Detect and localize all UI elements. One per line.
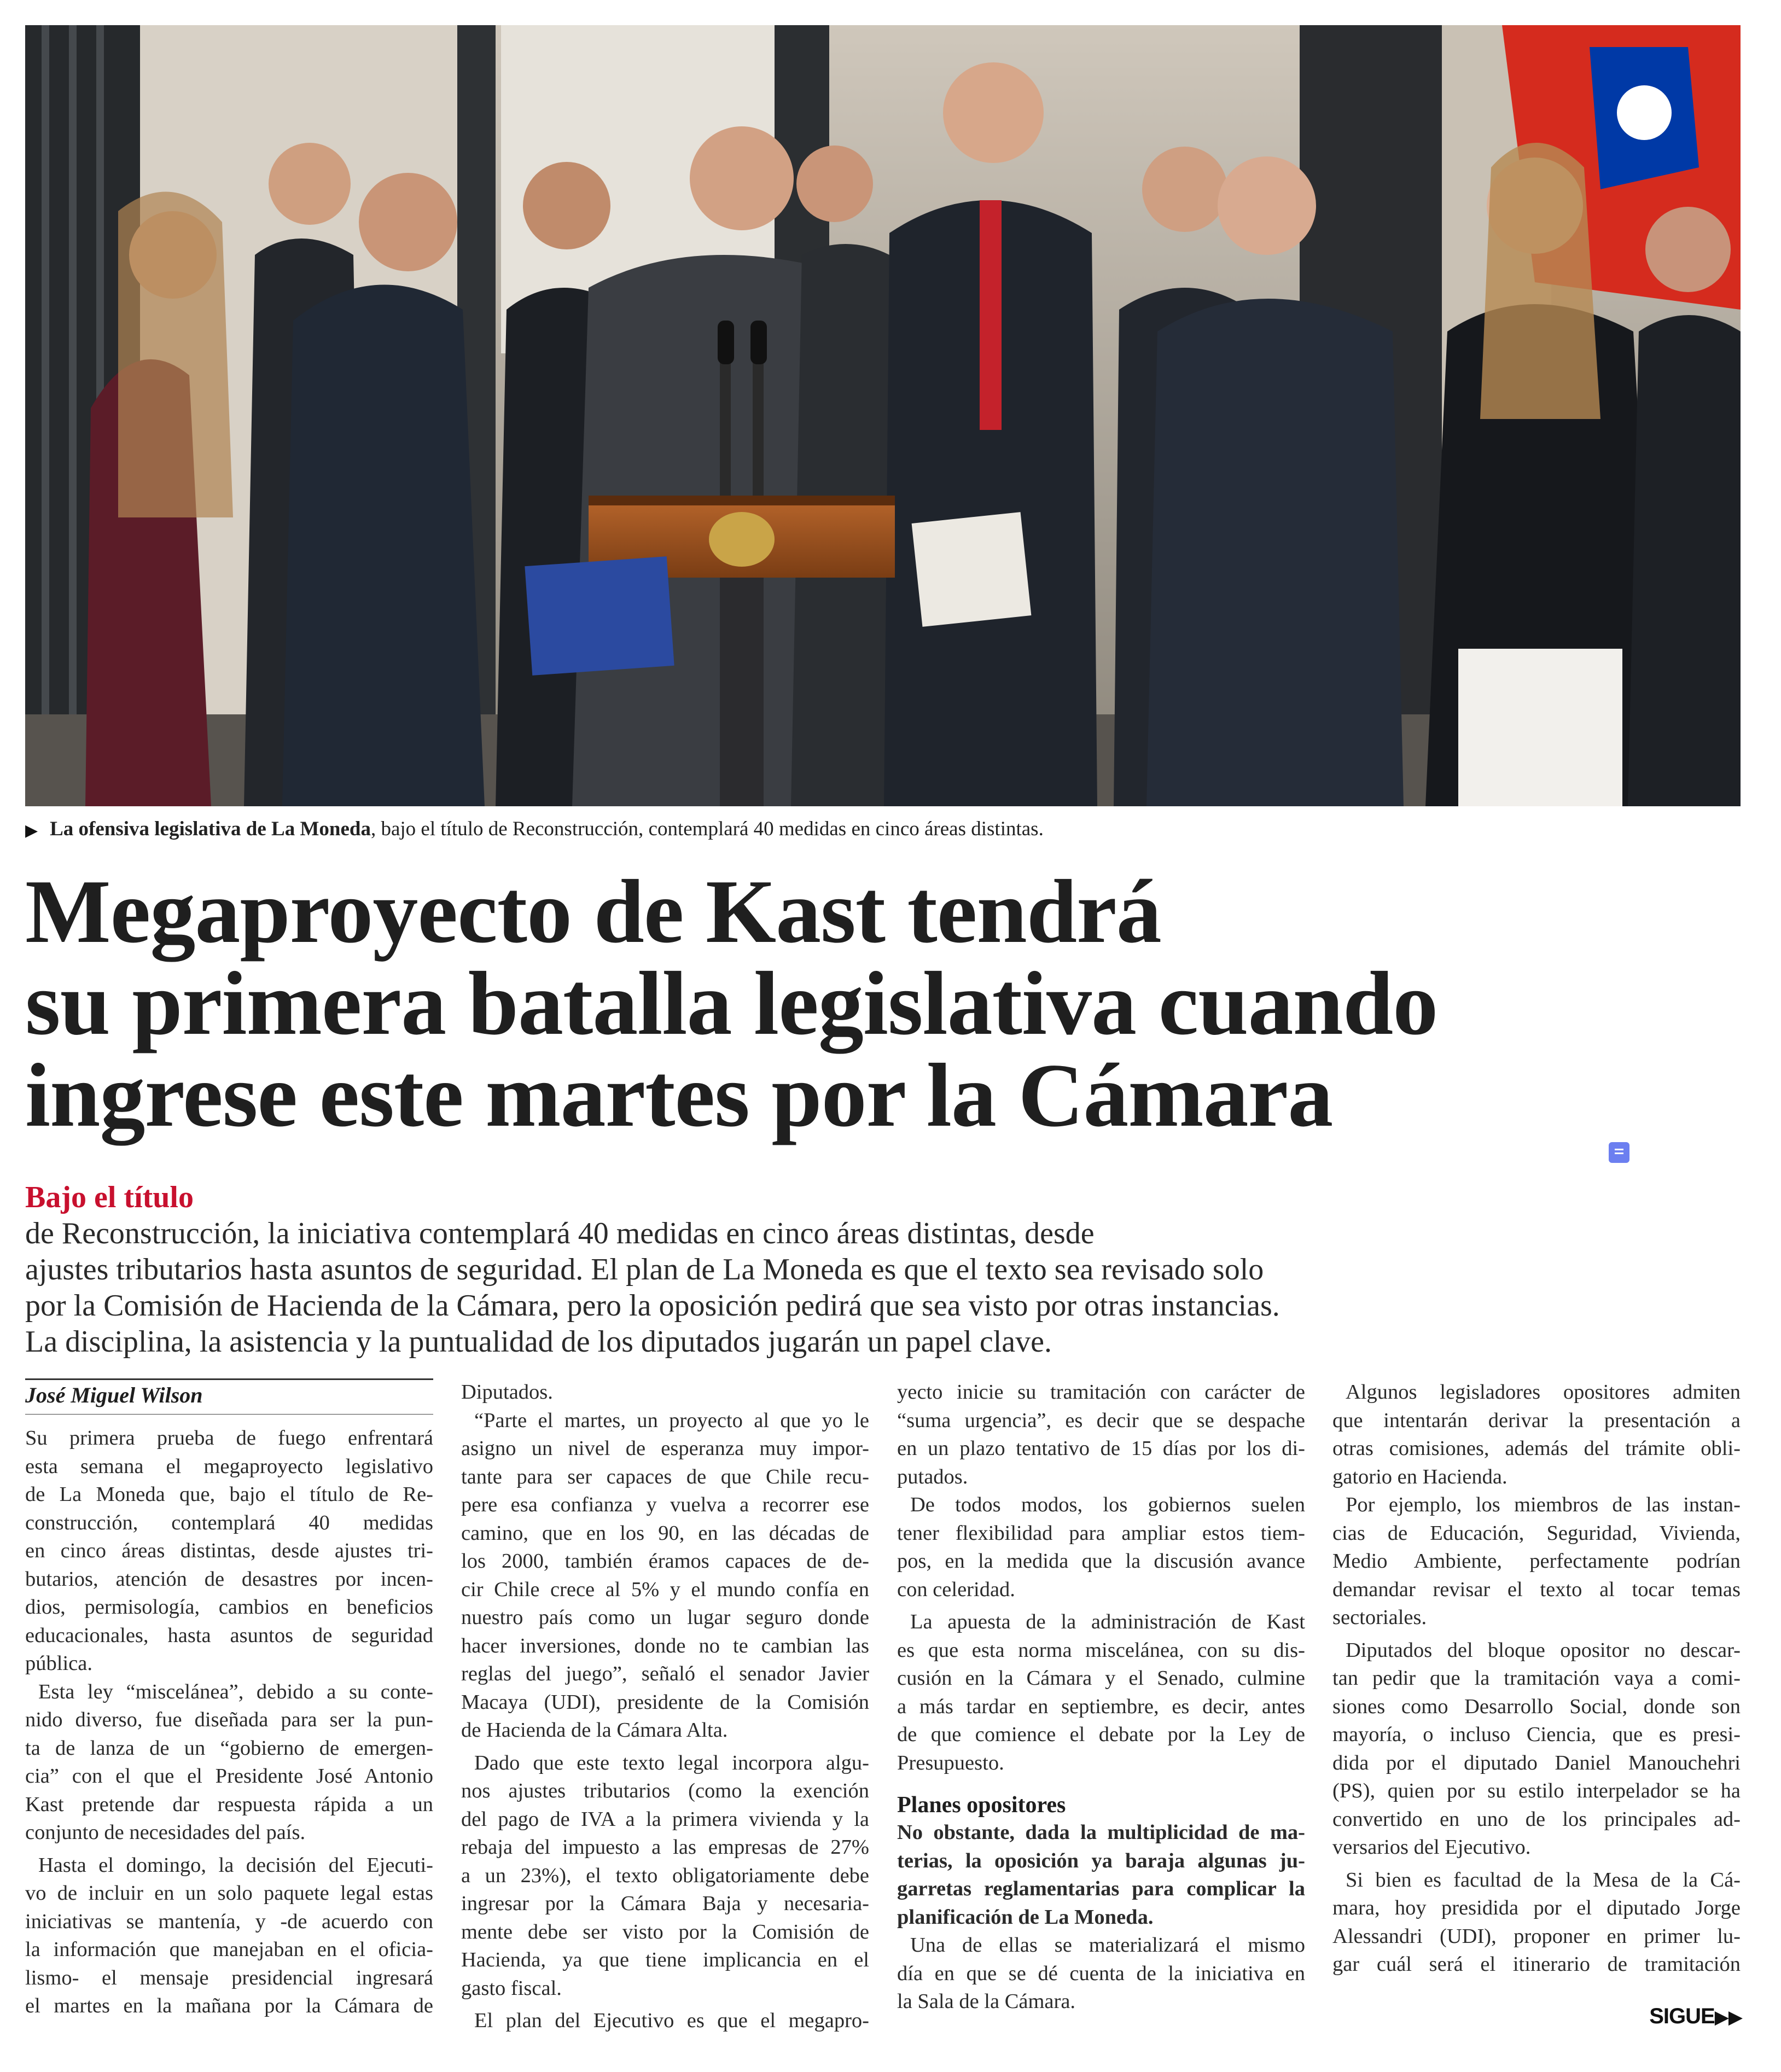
paragraph: Por ejemplo, los miembros de las instan- cias de Educación, Seguridad, Vivienda, Medio Ambiente, perfectamente podrían demandar revisar el texto al tocar temas sectoriales. (1332, 1493, 1741, 1629)
paragraph: Hasta el domingo, la decisión del Ejecuti- vo de incluir en un solo paquete legal estas iniciativas se mantenía, y -de acuerdo con la información que manejaban en el oficia- lismo- el mensaje presidencial ingresará el martes en la mañana por la Cámara de (25, 1853, 433, 2017)
lede-line: La disciplina, la asistencia y la puntualidad de los diputados jugarán un papel clave. (25, 1325, 1052, 1359)
lede-kicker: Bajo el título (25, 1180, 194, 1214)
paragraph-bold: No obstante, dada la multiplicidad de ma- terias, la oposición ya baraja algunas ju- garretas reglamentarias para complicar la planificación de La Moneda. (897, 1821, 1305, 1929)
lede-line: por la Comisión de Hacienda de la Cámara, pero la oposición pedirá que sea visto por otras instancias. (25, 1289, 1280, 1323)
paragraph: La apuesta de la administración de Kast es que esta norma miscelánea, con su dis- cusión en la Cámara y el Senado, culmine a más tardar en septiembre, es decir, antes de que comience el debate por la Ley de Presupuesto. (897, 1610, 1305, 1774)
headline-line: Megaproyecto de Kast tendrá (25, 861, 1161, 962)
paragraph: Diputados. (461, 1381, 553, 1404)
caption-bold: La ofensiva legislativa de La Moneda (50, 818, 371, 840)
press-conference-photo (25, 25, 1741, 806)
continue-marker (1633, 2001, 1742, 2032)
article-column-1 (25, 1378, 433, 2021)
paragraph: Su primera prueba de fuego enfrentará esta semana el megaproyecto legislativo de La Moneda que, bajo el título de Re- construcción, contemplará 40 medidas en cinco áreas distintas, desde ajustes tri- butarios, atención de desastres por incen- dios, permisología, cambios en beneficios educacionales, hasta asuntos de seguridad pública. (25, 1427, 433, 1675)
caption-text: , bajo el título de Reconstrucción, contemplará 40 medidas en cinco áreas distintas. (370, 818, 1044, 840)
paragraph: Una de ellas se materializará el mismo día en que se dé cuenta de la iniciativa en la Sala de la Cámara. (897, 1934, 1305, 2013)
byline: José Miguel Wilson (25, 1378, 433, 1415)
article-column-4 (1332, 1378, 1741, 1979)
headline-line: su primera batalla legislativa cuando (25, 953, 1438, 1054)
paragraph: Dado que este texto legal incorpora algu- nos ajustes tributarios (como la exención del pago de IVA a la primera vivienda y la rebaja del impuesto a las empresas de 27% a un 23%), el texto obligatoriamente debe ingresar por la Cámara Baja y necesaria- mente debe ser visto por la Comisión de Hacienda, ya que tiene implicancia en el gasto fiscal. (461, 1751, 869, 2000)
paragraph: Algunos legisladores opositores admiten que intentarán derivar la presentación a otras comisiones, además del trámite obli- gatorio en Hacienda. (1332, 1381, 1741, 1488)
news-photo (25, 25, 1741, 806)
paragraph: Diputados del bloque opositor no descar- tan pedir que la tramitación vaya a comi- siones como Desarrollo Social, donde son mayoría, o incluso Ciencia, que es presi- dida por el diputado Daniel Manouchehri (PS), quien por su estilo interpelador se ha convertido en uno de los principales ad- versarios del Ejecutivo. (1332, 1638, 1741, 1859)
headline (25, 861, 1765, 1145)
note-icon[interactable] (1609, 1142, 1629, 1163)
caption-arrow-icon: ▶ (25, 821, 38, 840)
lede-line: ajustes tributarios hasta asuntos de seguridad. El plan de La Moneda es que el texto sea revisado solo (25, 1253, 1264, 1287)
paragraph: Esta ley “miscelánea”, debido a su conte- nido diverso, fue diseñada para ser la pun- ta de lanza de un “gobierno de emergen- cia” con el que el Presidente José Antonio Kast pretende dar respuesta rápida a un conjunto de necesidades del país. (25, 1680, 433, 1844)
paragraph: Si bien es facultad de la Mesa de la Cá- mara, hoy presidida por el diputado Jorge Alessandri (UDI), proponer en primer lu- gar cuál será el itinerario de tramitación (1332, 1868, 1741, 1976)
article-column-2 (461, 1378, 869, 2035)
headline-line: ingrese este martes por la Cámara (25, 1045, 1333, 1145)
paragraph: “Parte el martes, un proyecto al que yo le asigno un nivel de esperanza muy impor- tante para ser capaces de que Chile recu- pere esa confianza y vuelva a recorrer ese camino, que en los 90, en las décadas de los 2000, también éramos capaces de de- cir Chile crece al 5% y el mundo confía en nuestro país como un lugar seguro donde hacer inversiones, donde no te cambian las reglas del juego”, señaló el senador Javier Macaya (UDI), presidente de la Comisión de Hacienda de la Cámara Alta. (461, 1409, 869, 1742)
double-arrow-icon: ▶▶ (1714, 2007, 1742, 2028)
lede (25, 1179, 1447, 1360)
photo-caption (25, 813, 1741, 846)
lede-line: Bajo el título de Reconstrucción, la iniciativa contemplará 40 medidas en cinco áreas distintas, desde (25, 1179, 1447, 1252)
article-column-3 (897, 1378, 1305, 2016)
continue-label: SIGUE (1649, 2004, 1715, 2028)
paragraph: El plan del Ejecutivo es que el megapro- (474, 2009, 869, 2032)
paragraph: yecto inicie su tramitación con carácter de “suma urgencia”, es decir que se despache en un plazo tentativo de 15 días por los di- putados. (897, 1381, 1305, 1488)
paragraph: De todos modos, los gobiernos suelen tener flexibilidad para ampliar estos tiem- pos, en la medida que la discusión avance con celeridad. (897, 1493, 1305, 1601)
subheading: Planes opositores (897, 1792, 1066, 1818)
